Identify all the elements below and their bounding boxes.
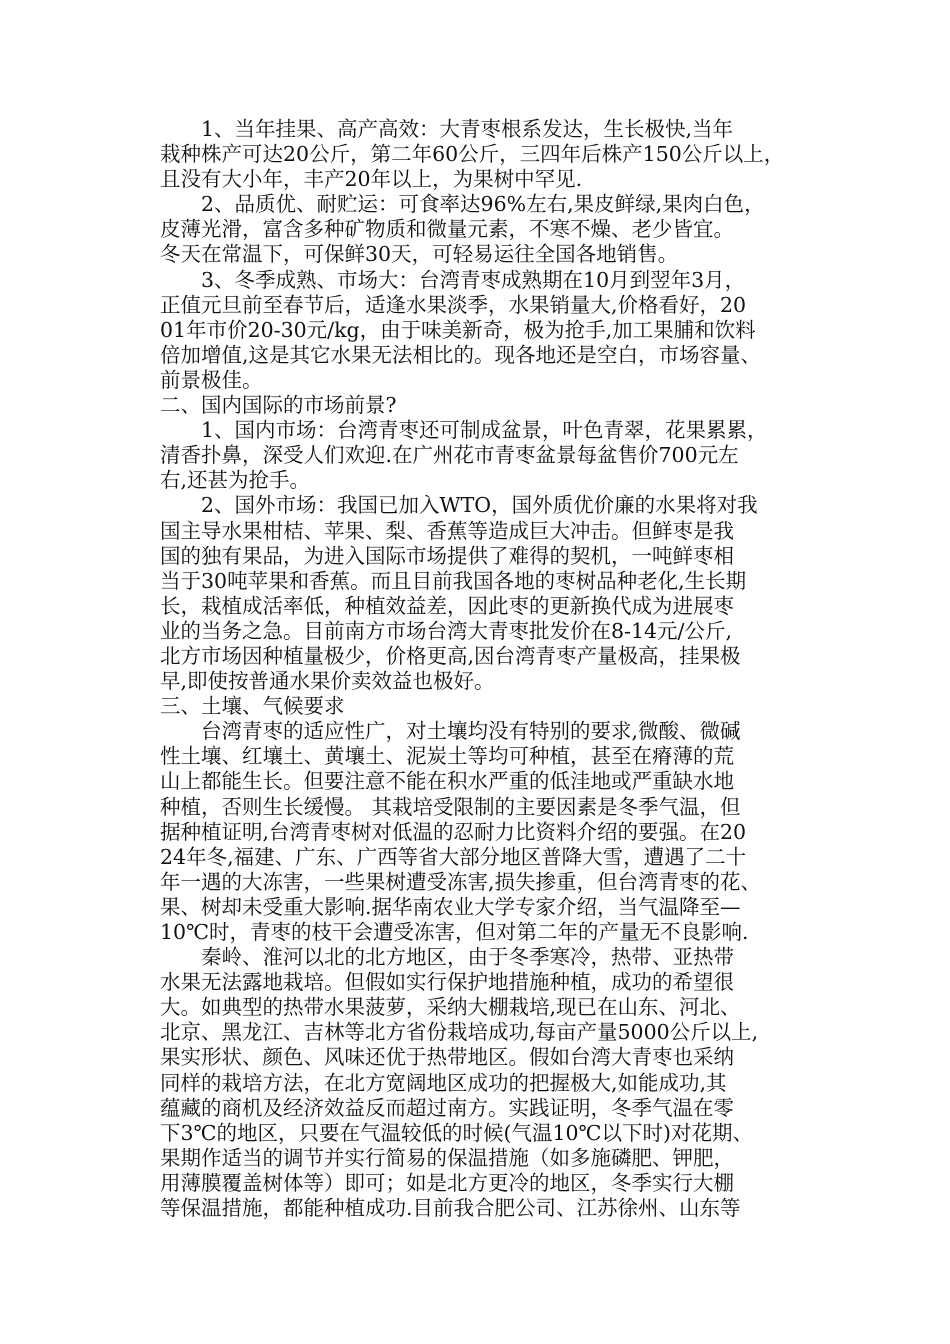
text-line: 大。如典型的热带水果菠萝，采纳大棚栽培,现已在山东、河北、	[160, 995, 741, 1020]
text-line: 台湾青枣的适应性广，对土壤均没有特别的要求,微酸、微碱	[160, 719, 741, 744]
text-line: 等保温措施，都能种植成功.目前我合肥公司、江苏徐州、山东等	[160, 1196, 741, 1221]
text-line: 用薄膜覆盖树体等）即可；如是北方更冷的地区，冬季实行大棚	[160, 1170, 734, 1195]
text-line: 正值元旦前至春节后，适逢水果淡季，水果销量大,价格看好，20	[160, 292, 747, 317]
text-line: 水果无法露地栽培。但假如实行保护地措施种植，成功的希望很	[160, 970, 734, 995]
text-line: 业的当务之急。目前南方市场台湾大青枣批发价在8-14元/公斤,	[160, 618, 732, 643]
text-line: 2、品质优、耐贮运：可食率达96%左右,果皮鲜绿,果肉白色，	[160, 192, 765, 217]
text-line: 国的独有果品，为进入国际市场提供了难得的契机，一吨鲜枣相	[160, 543, 734, 568]
text-line: 清香扑鼻，深受人们欢迎.在广州花市青枣盆景每盆售价700元左	[160, 443, 739, 468]
text-line: 年一遇的大冻害，一些果树遭受冻害,损失掺重，但台湾青枣的花、	[160, 869, 762, 894]
text-line: 且没有大小年，丰产20年以上，为果树中罕见.	[160, 167, 583, 192]
text-line: 下3℃的地区，只要在气温较低的时候(气温10℃以下时)对花期、	[160, 1120, 753, 1145]
text-line: 果、树却未受重大影响.据华南农业大学专家介绍，当气温降至—	[160, 894, 741, 919]
section-heading: 二、国内国际的市场前景?	[160, 393, 397, 418]
text-line: 1、当年挂果、高产高效：大青枣根系发达，生长极快,当年	[160, 117, 734, 141]
text-line: 01年市价20-30元/kg，由于味美新奇，极为抢手,加工果脯和饮料	[160, 317, 756, 342]
text-line: 24年冬,福建、广东、广西等省大部分地区普降大雪，遭遇了二十	[160, 844, 747, 869]
text-line: 山上都能生长。但要注意不能在积水严重的低洼地或严重缺水地	[160, 769, 734, 794]
section-heading: 三、土壤、气候要求	[160, 694, 345, 719]
text-line: 2、国外市场：我国已加入WTO，国外质优价廉的水果将对我	[160, 493, 758, 518]
text-line: 栽种株产可达20公斤，第二年60公斤，三四年后株产150公斤以上，	[160, 142, 785, 167]
text-line: 冬天在常温下，可保鲜30天，可轻易运往全国各地销售。	[160, 242, 679, 267]
text-line: 国主导水果柑桔、苹果、梨、香蕉等造成巨大冲击。但鲜枣是我	[160, 518, 734, 543]
text-line: 北方市场因种植量极少，价格更高,因台湾青枣产量极高，挂果极	[160, 643, 741, 668]
text-line: 据种植证明,台湾青枣树对低温的忍耐力比资料介绍的要强。在20	[160, 819, 747, 844]
text-line: 果实形状、颜色、风味还优于热带地区。假如台湾大青枣也采纳	[160, 1045, 734, 1070]
text-line: 秦岭、淮河以北的北方地区，由于冬季寒冷，热带、亚热带	[160, 945, 734, 970]
text-line: 前景极佳。	[160, 367, 263, 392]
text-line: 皮薄光滑，富含多种矿物质和微量元素，不寒不燥、老少皆宜。	[160, 217, 734, 242]
text-line: 10℃时，青枣的枝干会遭受冻害，但对第二年的产量无不良影响.	[160, 920, 749, 944]
text-line: 1、国内市场：台湾青枣还可制成盆景，叶色青翠，花果累累，	[160, 418, 768, 443]
text-line: 果期作适当的调节并实行简易的保温措施（如多施磷肥、钾肥，	[160, 1145, 734, 1170]
text-line: 倍加增值,这是其它水果无法相比的。现各地还是空白，市场容量、	[160, 342, 762, 367]
text-line: 同样的栽培方法，在北方宽阔地区成功的把握极大,如能成功,其	[160, 1070, 727, 1095]
document-body	[160, 117, 810, 1221]
text-line: 蕴藏的商机及经济效益反而超过南方。实践证明，冬季气温在零	[160, 1095, 734, 1120]
text-line: 北京、黑龙江、吉林等北方省份栽培成功,每亩产量5000公斤以上,	[160, 1020, 759, 1045]
text-line: 3、冬季成熟、市场大：台湾青枣成熟期在10月到翌年3月，	[160, 267, 746, 292]
text-line: 早,即使按普通水果价卖效益也极好。	[160, 669, 495, 694]
text-line: 性土壤、红壤土、黄壤土、泥炭土等均可种植，甚至在瘠薄的荒	[160, 744, 734, 769]
text-line: 右,还甚为抢手。	[160, 468, 311, 493]
text-line: 长，栽植成活率低，种植效益差，因此枣的更新换代成为进展枣	[160, 593, 734, 618]
text-line: 当于30吨苹果和香蕉。而且目前我国各地的枣树品种老化,生长期	[160, 568, 747, 593]
text-line: 种植，否则生长缓慢。 其栽培受限制的主要因素是冬季气温，但	[160, 794, 741, 819]
